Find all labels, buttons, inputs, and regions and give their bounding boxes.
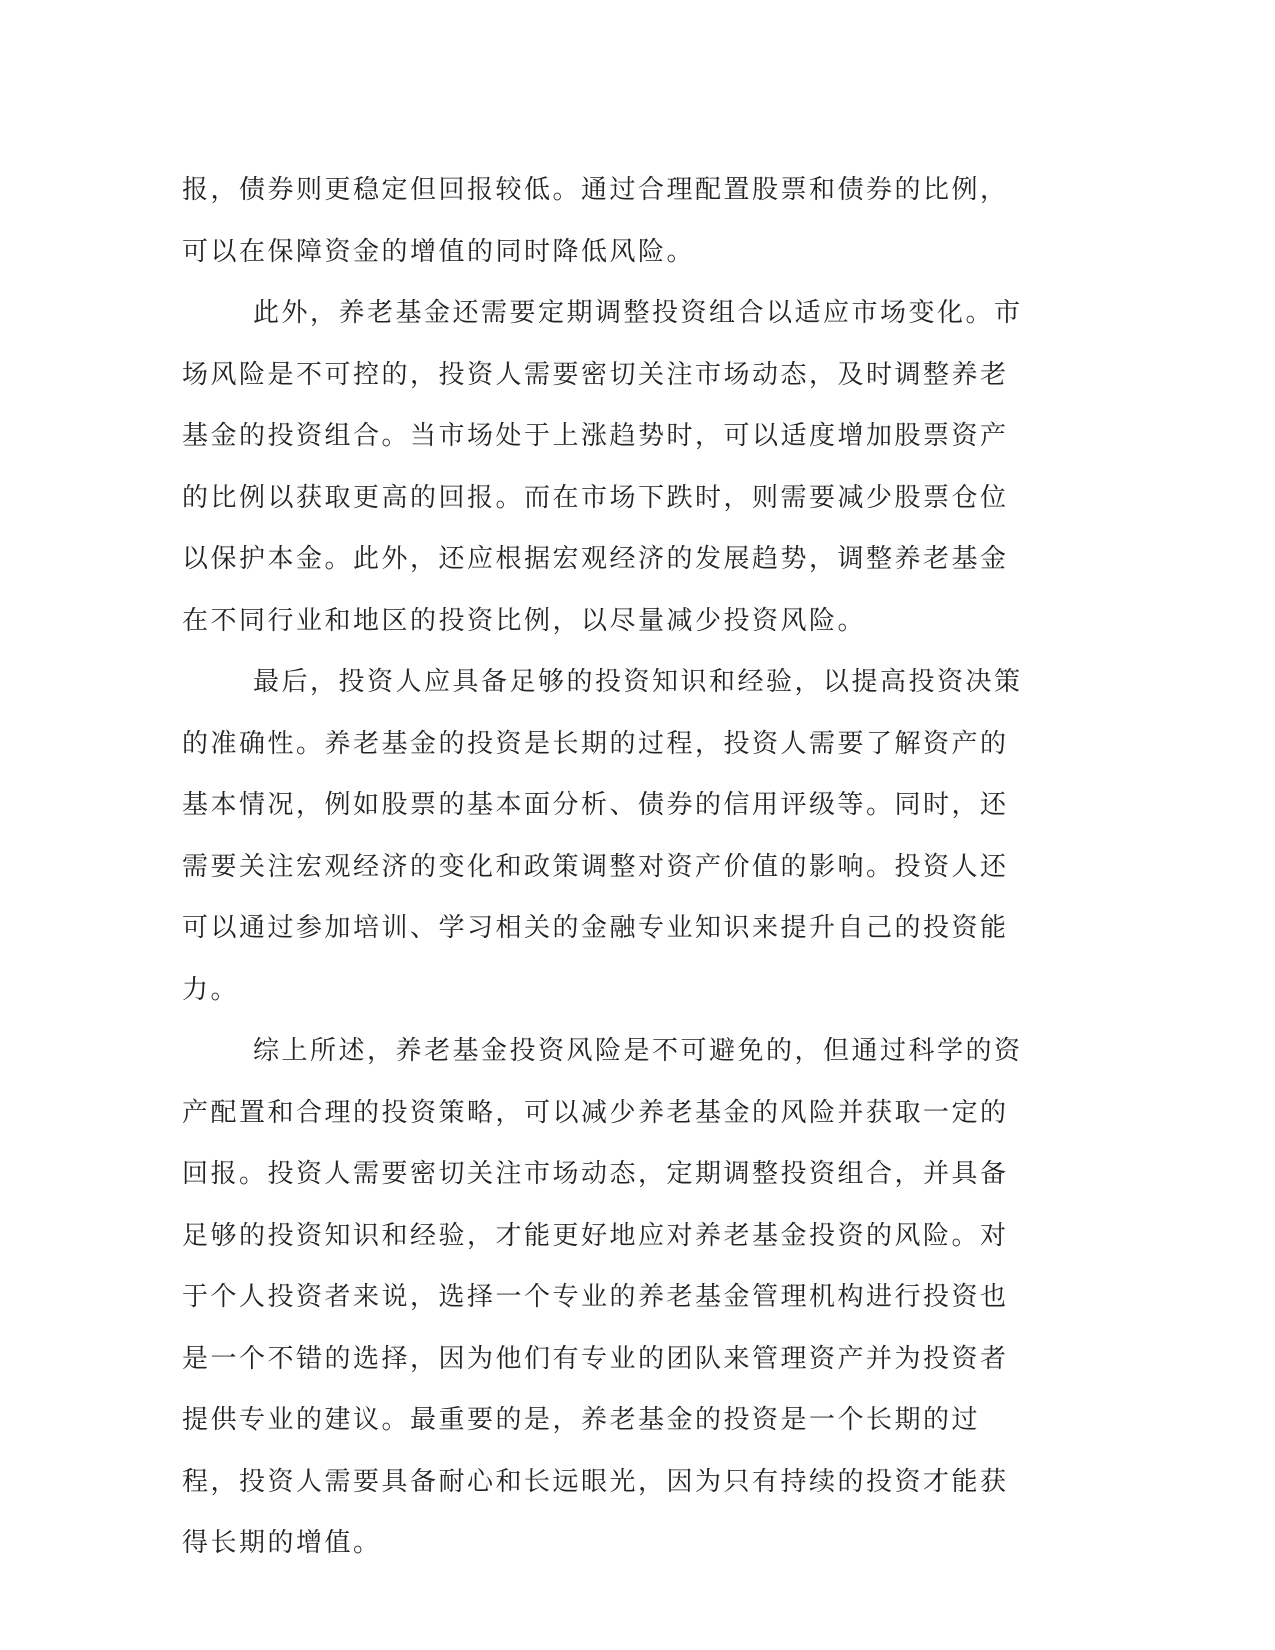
paragraph-continuation: 报，债券则更稳定但回报较低。通过合理配置股票和债券的比例，可以在保障资金的增值的同时降低风险。: [182, 175, 1009, 267]
body-text: [182, 160, 1032, 1575]
paragraph-investor-knowledge: 最后，投资人应具备足够的投资知识和经验，以提高投资决策的准确性。养老基金的投资是长期的过程，投资人需要了解资产的基本情况，例如股票的基本面分析、债券的信用评级等。同时，还需要关注宏观经济的变化和政策调整对资产价值的影响。投资人还可以通过参加培训、学习相关的金融专业知识来提升自己的投资能力。: [182, 667, 1023, 1005]
paragraph-portfolio-adjustment: 此外，养老基金还需要定期调整投资组合以适应市场变化。市场风险是不可控的，投资人需要密切关注市场动态，及时调整养老基金的投资组合。当市场处于上涨趋势时，可以适度增加股票资产的比例以获取更高的回报。而在市场下跌时，则需要减少股票仓位以保护本金。此外，还应根据宏观经济的发展趋势，调整养老基金在不同行业和地区的投资比例，以尽量减少投资风险。: [182, 298, 1023, 636]
paragraph-conclusion: 综上所述，养老基金投资风险是不可避免的，但通过科学的资产配置和合理的投资策略，可以减少养老基金的风险并获取一定的回报。投资人需要密切关注市场动态，定期调整投资组合，并具备足够的投资知识和经验，才能更好地应对养老基金投资的风险。对于个人投资者来说，选择一个专业的养老基金管理机构进行投资也是一个不错的选择，因为他们有专业的团队来管理资产并为投资者提供专业的建议。最重要的是，养老基金的投资是一个长期的过程，投资人需要具备耐心和长远眼光，因为只有持续的投资才能获得长期的增值。: [182, 1036, 1023, 1558]
